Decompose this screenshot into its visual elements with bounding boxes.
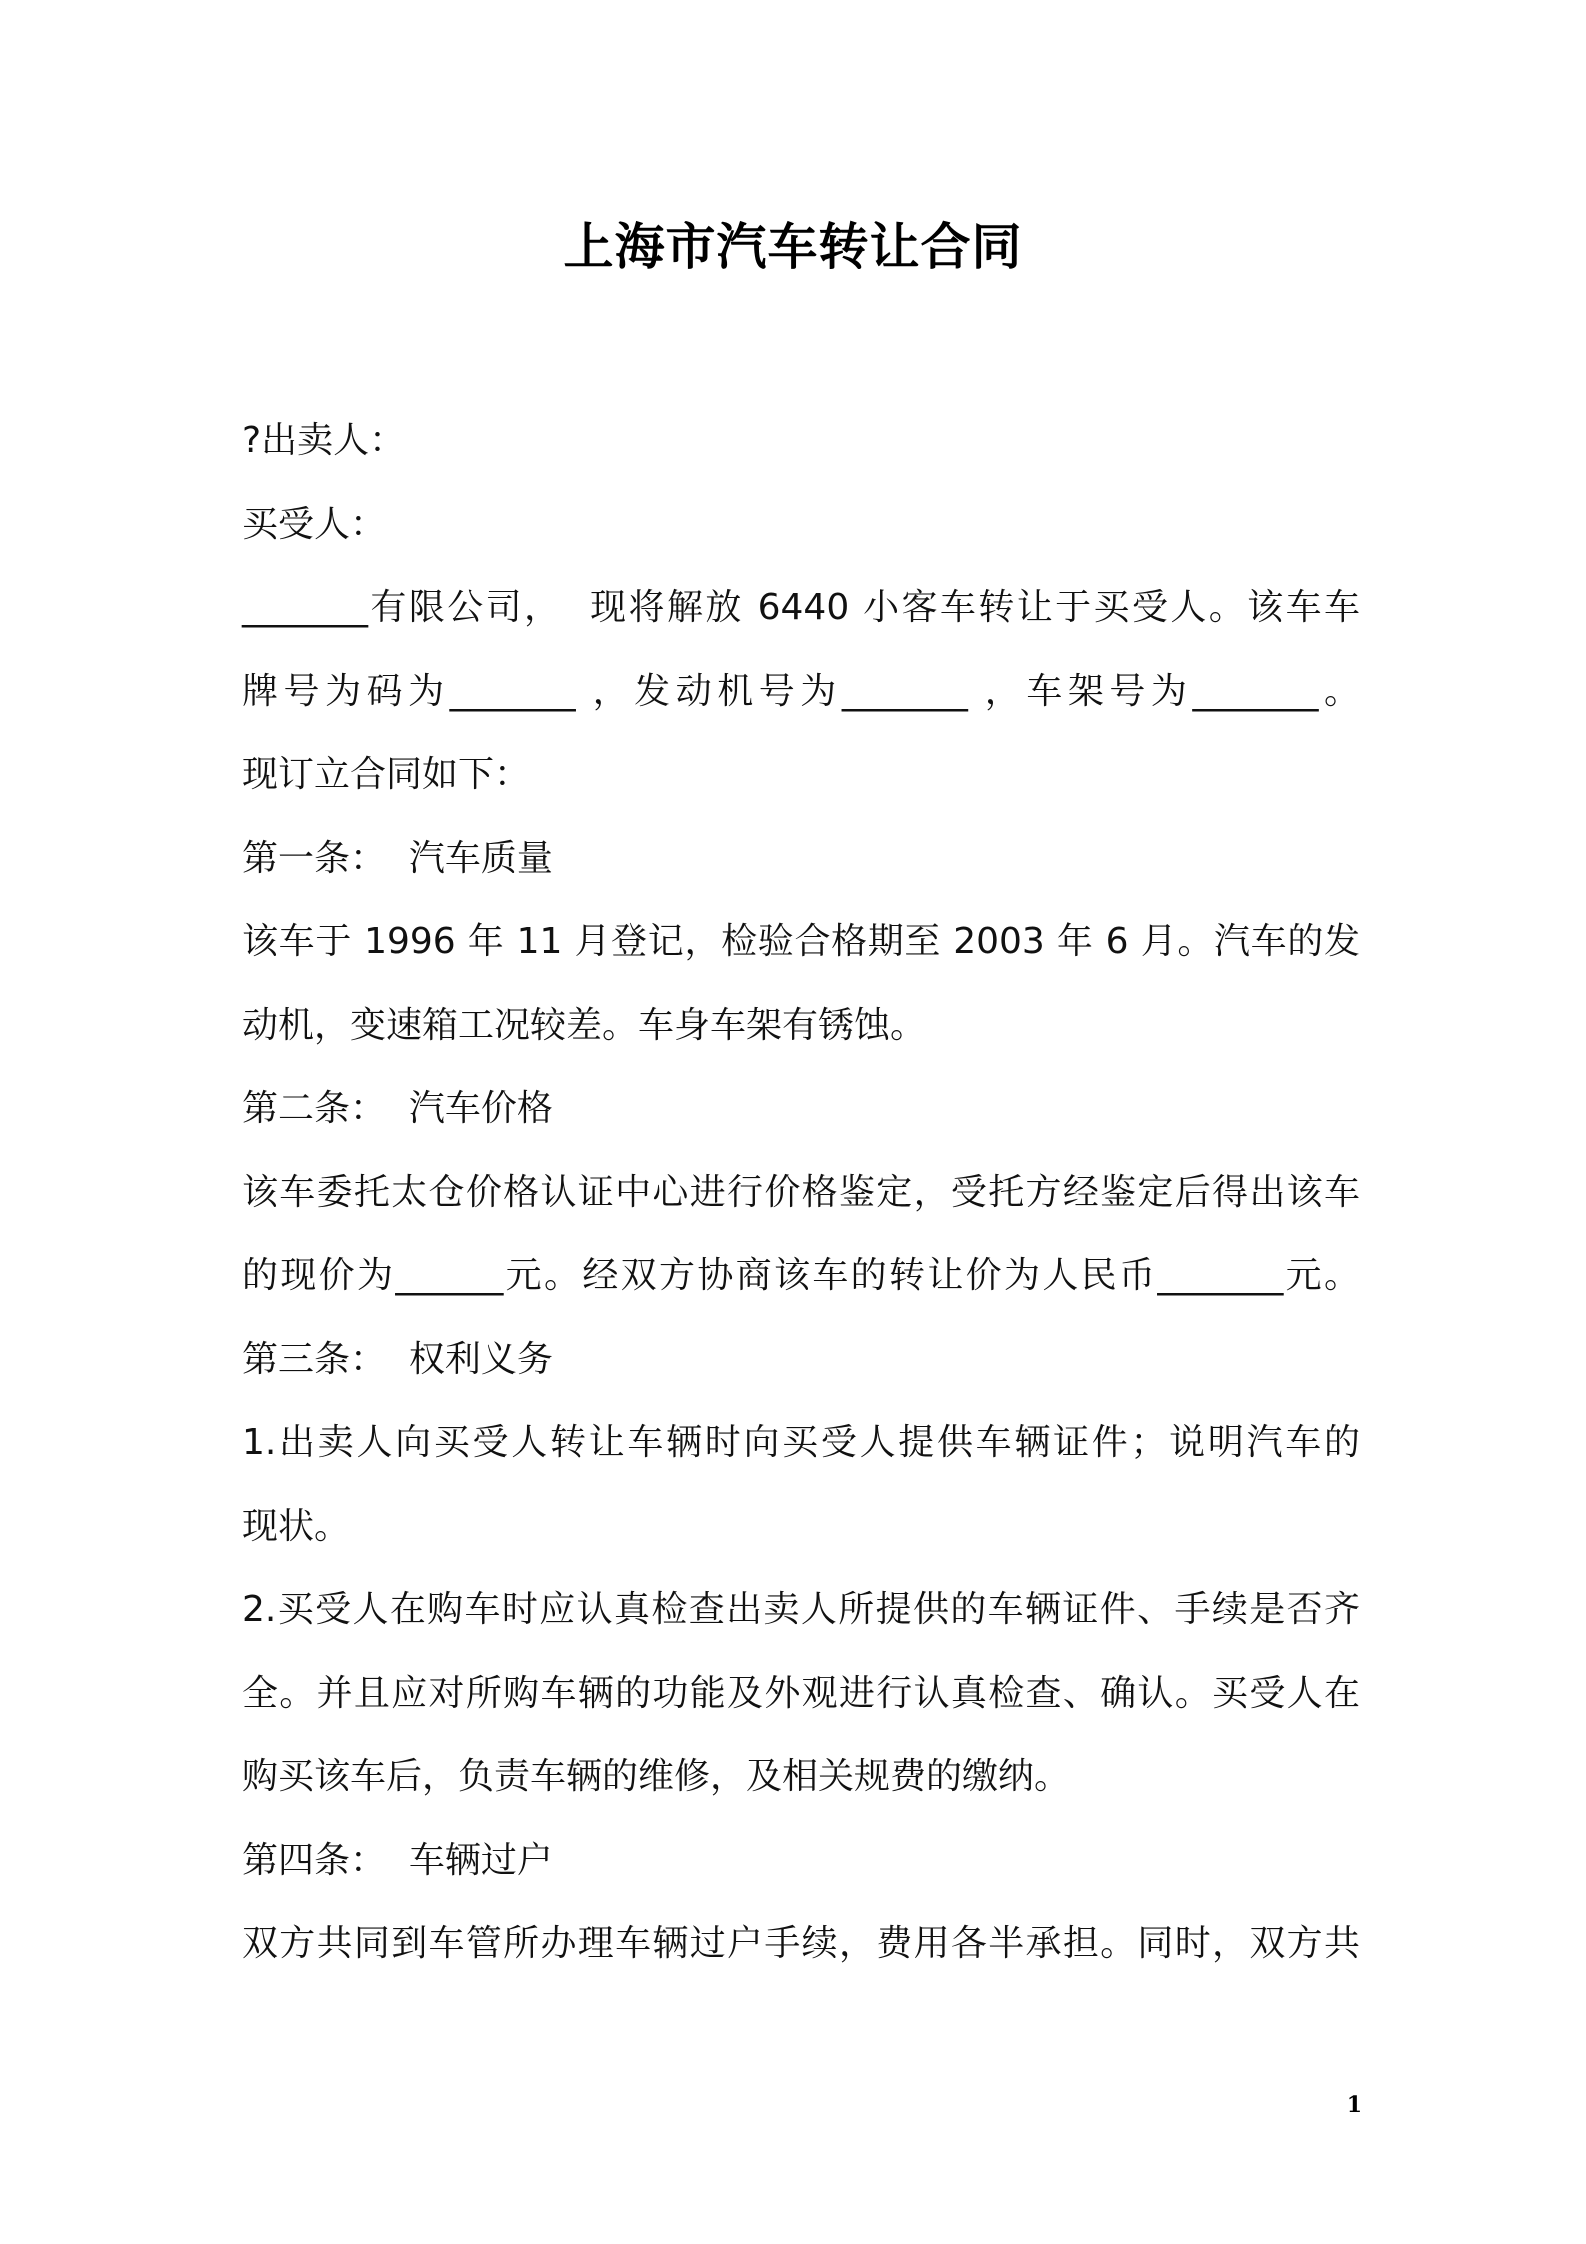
paragraph-line: 该车委托太仓价格认证中心进行价格鉴定，受托方经鉴定后得出该车	[242, 1171, 1360, 1213]
paragraph-line: 2.买受人在购车时应认真检查出卖人所提供的车辆证件、手续是否齐	[242, 1589, 1360, 1630]
paragraph-line: 现状。	[242, 1505, 351, 1547]
paragraph-line: 双方共同到车管所办理车辆过户手续，费用各半承担。同时，双方共	[242, 1923, 1360, 1964]
line-seller: ?出卖人：	[242, 420, 406, 461]
article-heading: 第四条： 车辆过户	[242, 1839, 553, 1881]
document-body	[242, 399, 1360, 1986]
page-number: 1	[1346, 2092, 1362, 2118]
document-title: 上海市汽车转让合同	[563, 218, 1023, 276]
paragraph-line: 1.出卖人向买受人转让车辆时向买受人提供车辆证件；说明汽车的	[242, 1422, 1360, 1463]
paragraph-line: 动机，变速箱工况较差。车身车架有锈蚀。	[242, 1004, 927, 1046]
paragraph-intro-line: 牌号为码为_______ ，发动机号为_______ ，车架号为_______。	[242, 670, 1360, 712]
line-buyer: 买受人：	[242, 503, 387, 545]
article-heading: 第二条： 汽车价格	[242, 1088, 553, 1129]
paragraph-line: 现订立合同如下：	[242, 754, 531, 795]
paragraph-line: 全。并且应对所购车辆的功能及外观进行认真检查、确认。买受人在	[242, 1672, 1360, 1714]
article-heading: 第三条： 权利义务	[242, 1338, 553, 1380]
paragraph-line: 的现价为______元。经双方协商该车的转让价为人民币_______元。	[242, 1255, 1360, 1296]
article-heading: 第一条： 汽车质量	[242, 837, 553, 879]
paragraph-line: 购买该车后，负责车辆的维修，及相关规费的缴纳。	[242, 1756, 1071, 1797]
paragraph-line: 该车于 1996 年 11 月登记，检验合格期至 2003 年 6 月。汽车的发	[242, 921, 1360, 962]
paragraph-intro-line: _______有限公司， 现将解放 6440 小客车转让于买受人。该车车	[242, 587, 1360, 628]
